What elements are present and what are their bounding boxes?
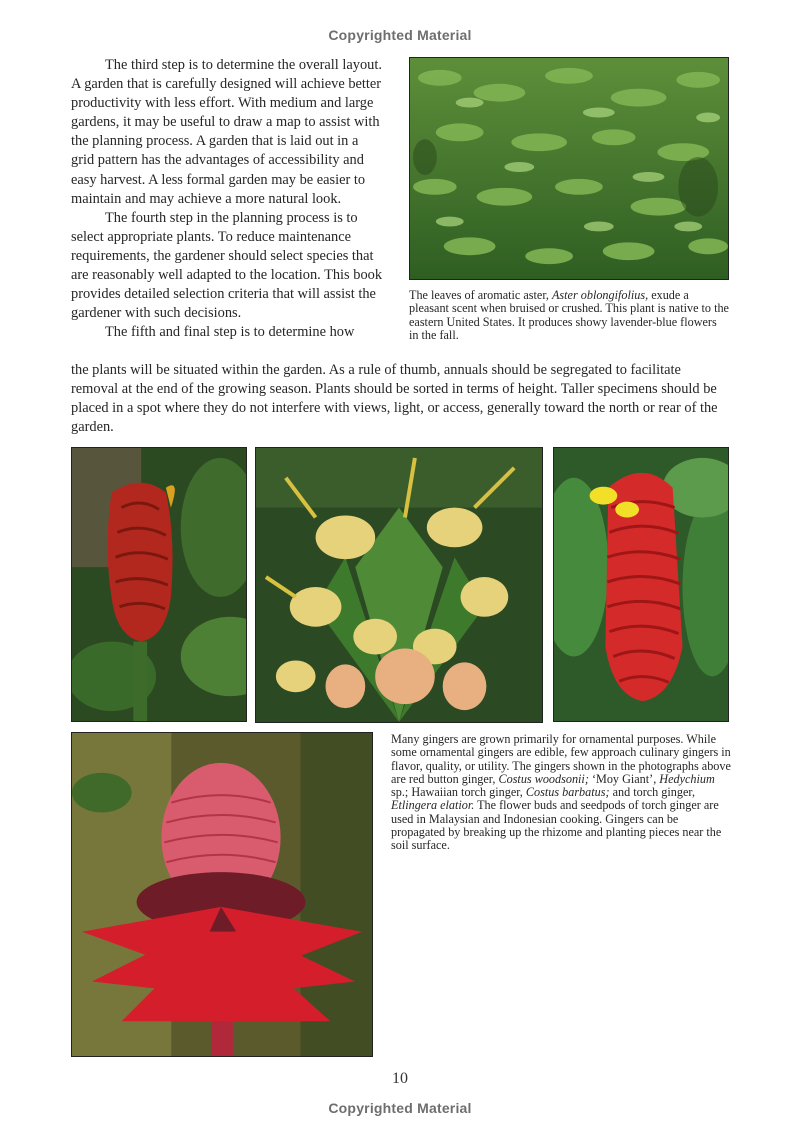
ginger-caption-text: The flower buds and seedpods of torch ginger are used in Malaysian and Indonesian cooking. Gingers can be propagated by breaking up the rhizome and planting pieces near the soil surface.: [391, 798, 722, 853]
ginger-caption: [391, 733, 731, 853]
species-costus-barbatus: Costus barbatus;: [525, 785, 610, 800]
ginger-caption-text: sp.; Hawaiian torch ginger,: [391, 785, 526, 800]
species-hedychium: Hedychium: [659, 771, 715, 786]
footer-watermark: Copyrighted Material: [328, 1100, 472, 1116]
paragraph-fifth-step-start: The fifth and final step is to determine how: [105, 324, 355, 341]
paragraph-fourth-step: The fourth step in the planning process is to select appropriate plants. To reduce maintenance requirements, the gardener should select species that are reasonably well adapted to the location. This book provides detailed selection criteria that will assist the gardener with such decisions.: [71, 209, 383, 322]
hawaiian-torch-ginger-photo: [553, 447, 729, 722]
red-button-ginger-photo: [71, 447, 247, 722]
header-watermark: Copyrighted Material: [328, 27, 472, 43]
aster-caption-text-rest: exude a pleasant scent when bruised or crushed. This plant is native to the eastern United States. It produces showy lavender-blue flowers in the fall.: [409, 288, 729, 342]
torch-ginger-photo: [71, 732, 373, 1057]
paragraph-fifth-step-rest: the plants will be situated within the garden. As a rule of thumb, annuals should be segregated to facilitate removal at the end of the growing season. Plants should be sorted in terms of height. Taller specimens should be placed in a spot where they do not interfere with views, light, or access, generally toward the north or rear of the garden.: [71, 362, 718, 436]
paragraph-third-step: The third step is to determine the overall layout. A garden that is carefully designed will achieve better productivity with less effort. With medium and large gardens, it may be useful to draw a map to assist with the planning process. A garden that is laid out in a grid pattern has the advantages of accessibility and easy harvest. A less formal garden may be easier to maintain and may achieve a more natural look.: [71, 57, 382, 207]
left-column-text: [71, 56, 385, 342]
ginger-caption-text: ‘Moy Giant’,: [588, 771, 660, 786]
ginger-caption-text: Many gingers are grown primarily for ornamental purposes. While some ornamental gingers are edible, few approach culinary gingers in flavor, quality, or utility. The gingers shown in the photographs above are red button ginger,: [391, 732, 731, 786]
species-etlingera-elatior: Etlingera elatior.: [391, 798, 475, 813]
aster-caption-text: The leaves of aromatic aster,: [409, 288, 552, 302]
aster-photo: [409, 57, 729, 280]
ginger-caption-text: and torch ginger,: [609, 785, 696, 800]
aster-caption: [409, 289, 729, 342]
aster-species-name: Aster oblongifolius,: [551, 288, 649, 302]
page-number: 10: [392, 1070, 408, 1087]
moy-giant-hedychium-photo: [255, 447, 543, 723]
species-costus-woodsonii: Costus woodsonii;: [498, 771, 589, 786]
